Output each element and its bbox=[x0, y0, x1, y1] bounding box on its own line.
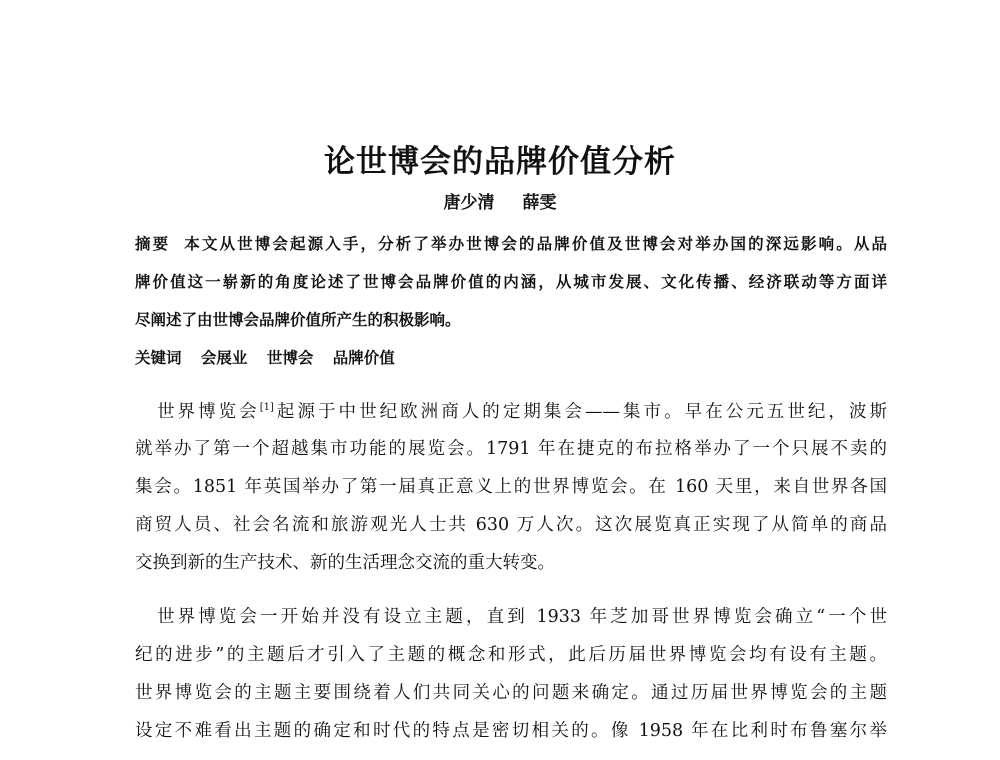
paragraph-text: 起源于中世纪欧洲商人的定期集会——集市。早在公元五世纪，波斯 bbox=[273, 402, 888, 422]
citation: [1] bbox=[259, 402, 274, 413]
keyword: 品牌价值 bbox=[332, 349, 395, 367]
paragraph-line: 设定不难看出主题的确定和时代的特点是密切相关的。像 1958 年在比利时布鲁塞尔举 bbox=[135, 721, 887, 741]
paragraph-line: 世界博览会的主题主要围绕着人们共同关心的问题来确定。通过历届世界博览会的主题 bbox=[135, 683, 887, 703]
article-title: 论世博会的品牌价值分析 bbox=[324, 144, 676, 180]
abstract-line: 牌价值这一崭新的角度论述了世博会品牌价值的内涵，从城市发展、文化传播、经济联动等方面详 bbox=[135, 273, 887, 291]
paragraph-line: 集会。1851 年英国举办了第一届真正意义上的世界博览会。在 160 天里，来自世界各国 bbox=[135, 477, 887, 497]
keywords bbox=[135, 346, 887, 368]
keyword: 世博会 bbox=[266, 349, 314, 367]
keywords-label: 关键词 bbox=[135, 349, 182, 367]
abstract-text: 本文从世博会起源入手，分析了举办世博会的品牌价值及世博会对举办国的深远影响。从品 bbox=[184, 235, 887, 253]
author-name: 薛雯 bbox=[522, 193, 557, 213]
paragraph-line: 商贸人员、社会名流和旅游观光人士共 630 万人次。这次展览真正实现了从简单的商品 bbox=[135, 515, 887, 535]
paragraph-line: 世界博览会一开始并没有设立主题，直到 1933 年芝加哥世界博览会确立“一个世 bbox=[157, 607, 887, 627]
paragraph-text: 世界博览会 bbox=[157, 402, 260, 422]
abstract-label: 摘要 bbox=[135, 235, 171, 253]
authors bbox=[0, 188, 1000, 213]
keyword: 会展业 bbox=[200, 349, 248, 367]
abstract-line bbox=[135, 232, 887, 254]
paragraph-line bbox=[157, 398, 887, 423]
paragraph-line: 交换到新的生产技术、新的生活理念交流的重大转变。 bbox=[135, 553, 555, 573]
paragraph-line: 就举办了第一个超越集市功能的展览会。1791 年在捷克的布拉格举办了一个只展不卖的 bbox=[135, 439, 887, 459]
paragraph-line: 纪的进步”的主题后才引入了主题的概念和形式，此后历届世界博览会均有设有主题。 bbox=[135, 645, 887, 665]
abstract-line: 尽阐述了由世博会品牌价值所产生的积极影响。 bbox=[135, 311, 461, 329]
author-name: 唐少清 bbox=[443, 193, 495, 213]
